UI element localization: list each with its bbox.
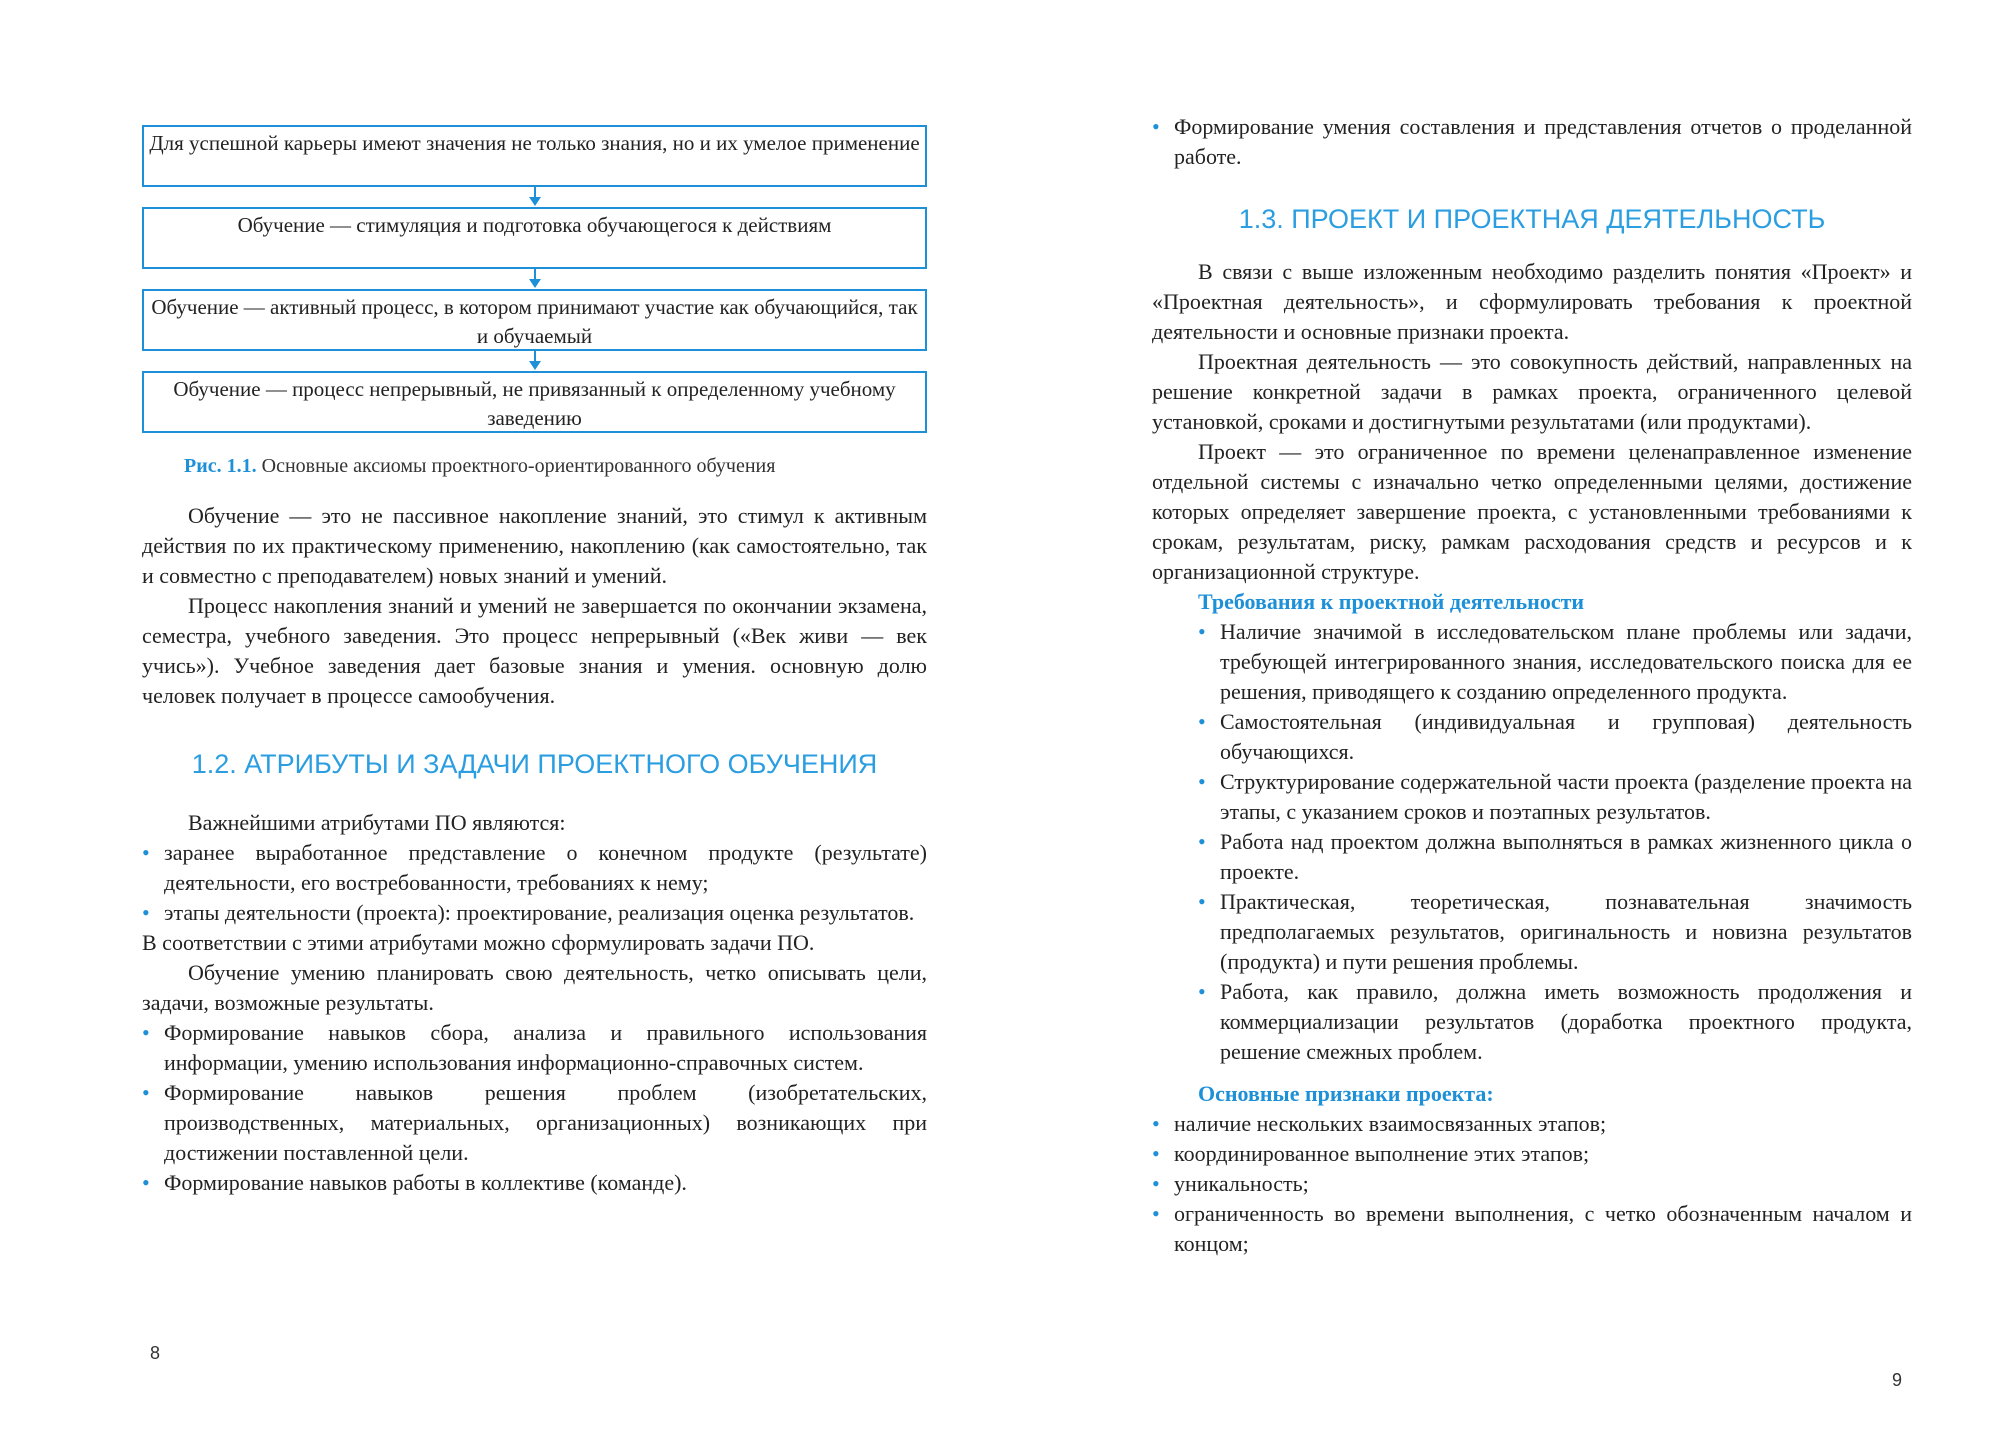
- page-number: 8: [150, 1343, 161, 1363]
- page-number: 9: [1892, 1370, 1903, 1390]
- figure-number: Рис. 1.1.: [184, 455, 257, 477]
- right-column: [1152, 112, 1912, 1259]
- requirements-heading: Требования к проектной деятельности: [1198, 589, 1585, 614]
- list-item: • Формирование навыков решения проблем (изобретательских, производственных, материальных, организационных) возникающих при достижении поставленной цели.: [142, 1078, 927, 1168]
- flowchart-arrow: [142, 187, 927, 207]
- flowchart-box: Для успешной карьеры имеют значения не только знания, но и их умелое применение: [142, 125, 927, 187]
- attributes-list: [142, 838, 927, 928]
- right-page: [1000, 0, 2000, 1452]
- paragraph: Проектная деятельность — это совокупность действий, направленных на решение конкретной задачи в рамках проекта, ограниченного целевой установкой, сроками и достигнутыми результатами (или продуктами).: [1152, 349, 1912, 434]
- paragraph: Обучение — это не пассивное накопление знаний, это стимул к активным действия по их практическому применению, накоплению (как самостоятельно, так и совместно с преподавателем) новых знаний и умений.: [142, 503, 927, 588]
- list-item: • координированное выполнение этих этапов;: [1152, 1139, 1912, 1169]
- flowchart-arrow: [142, 269, 927, 289]
- requirements-list: [1198, 617, 1912, 1067]
- tasks-list: [142, 1018, 927, 1198]
- list-item: • ограниченность во времени выполнения, с четко обозначенным началом и концом;: [1152, 1199, 1912, 1259]
- tasks-intro: В соответствии с этими атрибутами можно сформулировать задачи ПО.: [142, 930, 815, 955]
- list-item: • Формирование навыков работы в коллективе (команде).: [142, 1168, 927, 1198]
- features-list: [1152, 1109, 1912, 1259]
- list-item: • Практическая, теоретическая, познавательная значимость предполагаемых результатов, оригинальность и новизна результатов (продукта) и пути решения проблемы.: [1198, 887, 1912, 977]
- list-item: • Работа над проектом должна выполняться в рамках жизненного цикла о проекте.: [1198, 827, 1912, 887]
- flowchart-box: Обучение — активный процесс, в котором принимают участие как обучающийся, так и обучаемый: [142, 289, 927, 351]
- list-item: • заранее выработанное представление о конечном продукте (результате) деятельности, его востребованности, требованиях к нему;: [142, 838, 927, 898]
- attributes-intro: Важнейшими атрибутами ПО являются:: [188, 810, 566, 835]
- section-heading: 1.3. ПРОЕКТ И ПРОЕКТНАЯ ДЕЯТЕЛЬНОСТЬ: [1238, 204, 1826, 234]
- list-item: • этапы деятельности (проекта): проектирование, реализация оценка результатов.: [142, 898, 927, 928]
- top-bullet-list: [1152, 112, 1912, 172]
- list-item: • Формирование навыков сбора, анализа и правильного использования информации, умению использования информационно-справочных систем.: [142, 1018, 927, 1078]
- flowchart-arrow: [142, 351, 927, 371]
- list-item: • уникальность;: [1152, 1169, 1912, 1199]
- list-item: • Самостоятельная (индивидуальная и групповая) деятельность обучающихся.: [1198, 707, 1912, 767]
- paragraph: В связи с выше изложенным необходимо разделить понятия «Проект» и «Проектная деятельность», и сформулировать требования к проектной деятельности и основные признаки проекта.: [1152, 259, 1912, 344]
- left-column: [142, 125, 927, 1198]
- list-item: • Работа, как правило, должна иметь возможность продолжения и коммерциализации результатов (доработка проектного продукта, решение смежных проблем.: [1198, 977, 1912, 1067]
- paragraph: Проект — это ограниченное по времени целенаправленное изменение отдельной системы с изначально четко определенными целями, достижение которых определяет завершение проекта, с установленными требованиями к срокам, результатам, риску, рамкам расходования средств и ресурсов и к организационной структуре.: [1152, 439, 1912, 584]
- paragraph: Процесс накопления знаний и умений не завершается по окончании экзамена, семестра, учебного заведения. Это процесс непрерывный («Век живи — век учись»). Учебное заведения дает базовые знания и умения. основную долю человек получает в процессе самообучения.: [142, 593, 927, 708]
- features-heading: Основные признаки проекта:: [1198, 1081, 1494, 1106]
- figure-caption-text: Основные аксиомы проектного-ориентированного обучения: [261, 455, 776, 477]
- list-item: • Наличие значимой в исследовательском плане проблемы или задачи, требующей интегрированного знания, исследовательского поиска для ее решения, приводящего к созданию определенного продукта.: [1198, 617, 1912, 707]
- axioms-flowchart: [142, 125, 927, 433]
- intro-text: [142, 501, 927, 711]
- figure-caption: [184, 455, 927, 478]
- tasks-line: Обучение умению планировать свою деятельность, четко описывать цели, задачи, возможные результаты.: [142, 960, 927, 1015]
- section-heading: 1.2. АТРИБУТЫ И ЗАДАЧИ ПРОЕКТНОГО ОБУЧЕНИЯ: [191, 749, 878, 779]
- list-item: • Структурирование содержательной части проекта (разделение проекта на этапы, с указанием сроков и поэтапных результатов.: [1198, 767, 1912, 827]
- flowchart-box: Обучение — процесс непрерывный, не привязанный к определенному учебному заведению: [142, 371, 927, 433]
- list-item: • Формирование умения составления и представления отчетов о проделанной работе.: [1152, 112, 1912, 172]
- flowchart-box: Обучение — стимуляция и подготовка обучающегося к действиям: [142, 207, 927, 269]
- list-item: • наличие нескольких взаимосвязанных этапов;: [1152, 1109, 1912, 1139]
